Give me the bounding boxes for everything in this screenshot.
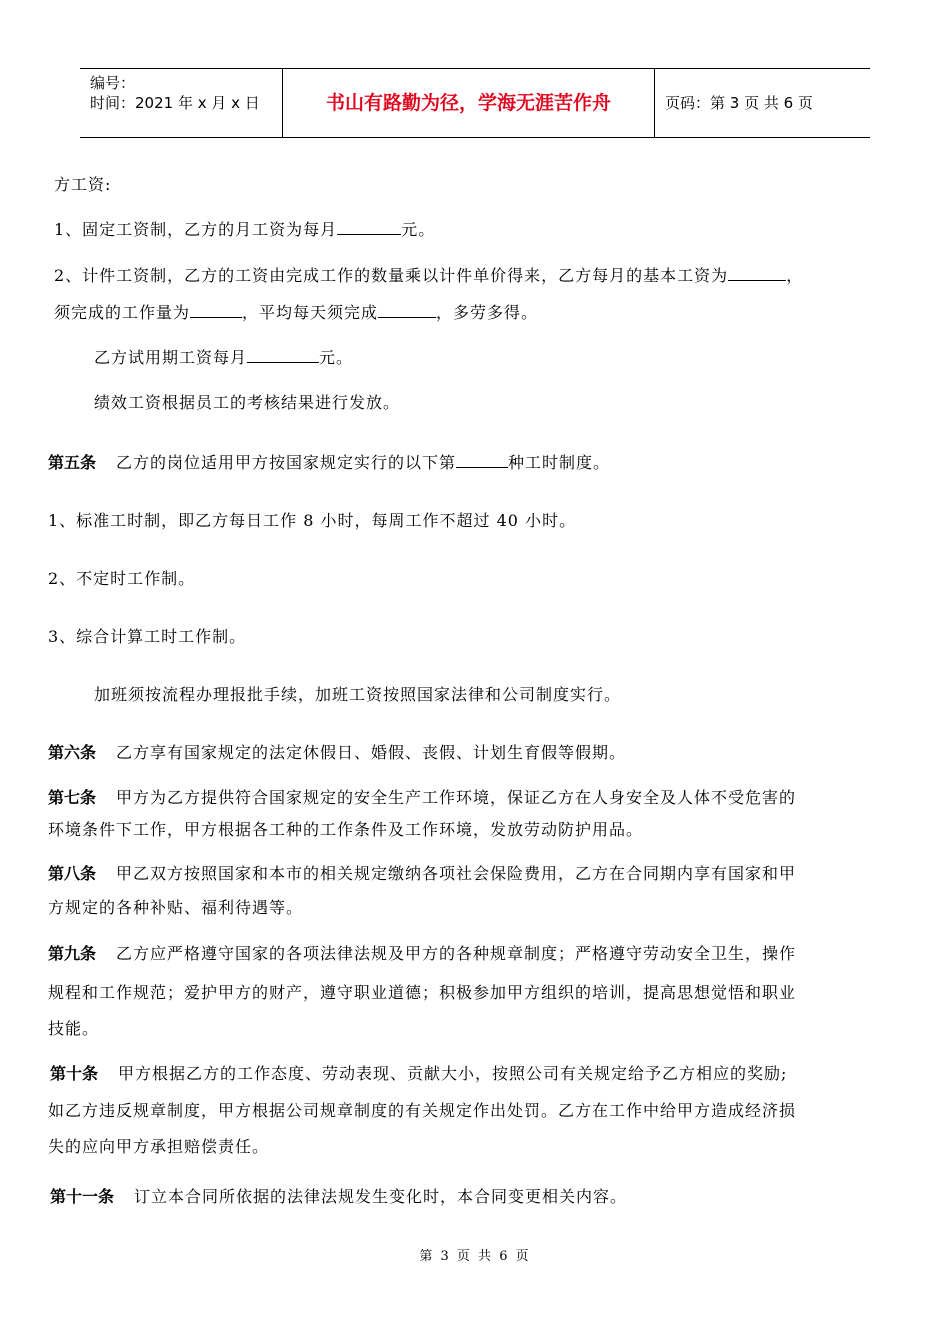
header-info-cell <box>80 69 282 137</box>
article-7-title: 第七条 <box>48 788 97 807</box>
article-9-title: 第九条 <box>48 944 97 963</box>
article-11: 第十一条 订立本合同所依据的法律法规发生变化时，本合同变更相关内容。 <box>50 1187 628 1206</box>
work-hour-type-blank <box>456 453 508 468</box>
trial-wage-blank <box>247 348 319 363</box>
fixed-wage-blank <box>337 220 401 235</box>
wage-title: 方工资: <box>54 175 112 194</box>
article-6-title: 第六条 <box>48 743 97 762</box>
page-footer: 第 3 页 共 6 页 <box>419 1249 531 1264</box>
article-5-item-3: 3、综合计算工时工作制。 <box>48 627 247 646</box>
article-6: 第六条 乙方享有国家规定的法定休假日、婚假、丧假、计划生育假等假期。 <box>48 743 627 762</box>
article-5-item-2: 2、不定时工作制。 <box>48 569 196 588</box>
article-5: 第五条 乙方的岗位适用甲方按国家规定实行的以下第 种工时制度。 <box>48 453 611 472</box>
article-10-line-1: 第十条 甲方根据乙方的工作态度、劳动表现、贡献大小，按照公司有关规定给予乙方相应的奖励; <box>50 1064 788 1083</box>
article-5-item-1: 1、标准工时制，即乙方每日工作 8 小时，每周工作不超过 40 小时。 <box>48 511 577 530</box>
trial-wage-paragraph: 乙方试用期工资每月 元。 <box>94 348 354 367</box>
article-10-line-2: 如乙方违反规章制度，甲方根据公司规章制度的有关规定作出处罚。乙方在工作中给甲方造成经济损 <box>48 1101 797 1120</box>
article-7-line-2: 环境条件下工作，甲方根据各工种的工作条件及工作环境，发放劳动防护用品。 <box>48 820 644 839</box>
fixed-wage-paragraph: 1、固定工资制，乙方的月工资为每月 元。 <box>54 220 436 239</box>
piece-wage-line-1: 2、计件工资制，乙方的工资由完成工作的数量乘以计件单价得来，乙方每月的基本工资为 ， <box>54 266 804 285</box>
workload-blank <box>190 303 242 318</box>
article-11-title: 第十一条 <box>50 1187 115 1206</box>
performance-paragraph: 绩效工资根据员工的考核结果进行发放。 <box>94 393 401 412</box>
doc-time-label: 时间：2021 年 x 月 x 日 <box>90 94 260 112</box>
overtime-paragraph: 加班须按流程办理报批手续，加班工资按照国家法律和公司制度实行。 <box>94 685 622 704</box>
article-9-line-3: 技能。 <box>48 1019 100 1038</box>
article-10-title: 第十条 <box>50 1064 99 1083</box>
article-9-line-2: 规程和工作规范；爱护甲方的财产，遵守职业道德；积极参加甲方组织的培训，提高思想觉悟和职业 <box>48 983 797 1002</box>
article-5-title: 第五条 <box>48 453 97 472</box>
article-8-line-2: 方规定的各种补贴、福利待遇等。 <box>48 898 304 917</box>
article-8-line-1: 第八条 甲乙双方按照国家和本市的相关规定缴纳各项社会保险费用，乙方在合同期内享有国家和甲 <box>48 864 797 883</box>
piece-wage-line-2: 须完成的工作量为 ，平均每天须完成 ，多劳多得。 <box>54 303 539 322</box>
article-10-line-3: 失的应向甲方承担赔偿责任。 <box>48 1137 270 1156</box>
article-9-line-1: 第九条 乙方应严格遵守国家的各项法律法规及甲方的各种规章制度；严格遵守劳动安全卫生，操作 <box>48 944 797 963</box>
base-wage-blank <box>728 266 786 281</box>
header-page-number: 页码：第 3 页 共 6 页 <box>665 94 813 112</box>
page-header <box>80 68 870 138</box>
article-7-line-1: 第七条 甲方为乙方提供符合国家规定的安全生产工作环境，保证乙方在人身安全及人体不受危害的 <box>48 788 797 807</box>
doc-number-label: 编号： <box>90 74 136 92</box>
article-8-title: 第八条 <box>48 864 97 883</box>
daily-quota-blank <box>378 303 436 318</box>
header-motto: 书山有路勤为径，学海无涯苦作舟 <box>282 69 655 137</box>
